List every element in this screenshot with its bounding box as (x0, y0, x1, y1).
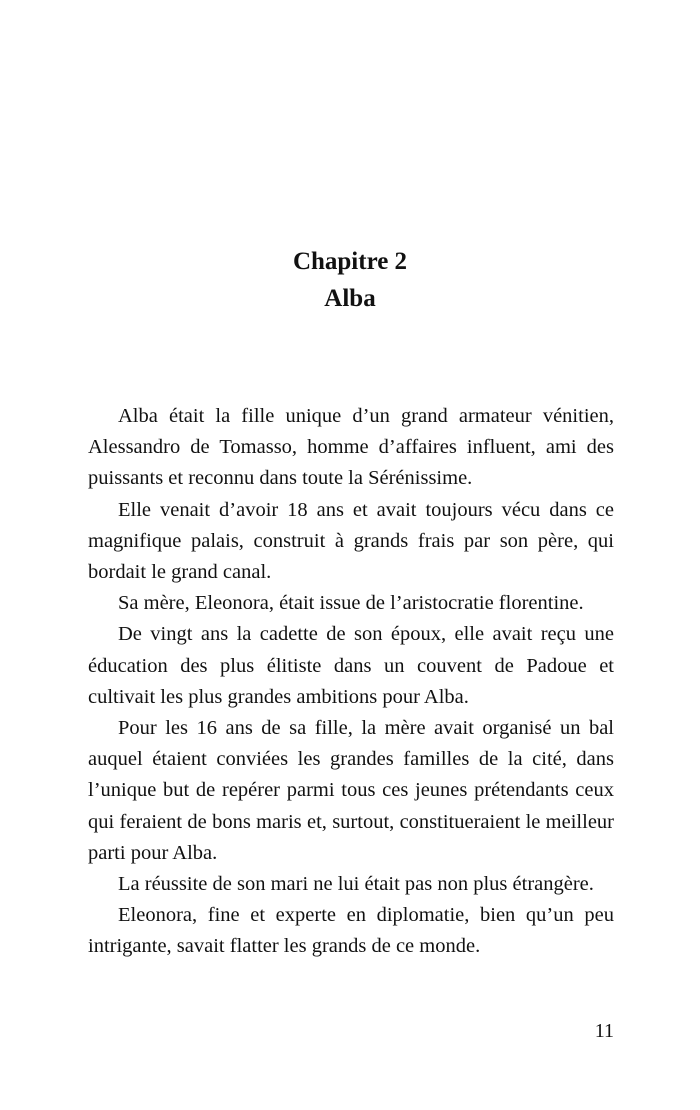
paragraph: Sa mère, Eleonora, était issue de l’aristocratie florentine. (118, 592, 584, 615)
page-number: 11 (594, 1020, 614, 1042)
paragraph: Pour les 16 ans de sa fille, la mère avait organisé un bal auquel étaient conviées les grandes familles de la cité, dans l’unique but de repérer parmi tous ces jeunes prétendants ceux qui feraient de bons maris et, surtout, constitueraient le meilleur parti pour Alba. (88, 717, 614, 864)
paragraph: Elle venait d’avoir 18 ans et avait toujours vécu dans ce magnifique palais, construit à grands frais par son père, qui bordait le grand canal. (88, 498, 614, 584)
chapter-title: Alba (324, 285, 376, 312)
paragraph: Eleonora, fine et experte en diplomatie, bien qu’un peu intrigante, savait flatter les grands de ce monde. (88, 904, 614, 958)
paragraph: De vingt ans la cadette de son époux, elle avait reçu une éducation des plus élitiste dans un couvent de Padoue et cultivait les plus grandes ambitions pour Alba. (88, 623, 614, 708)
chapter-number: Chapitre 2 (292, 248, 408, 275)
chapter-body (88, 401, 614, 963)
paragraph: La réussite de son mari ne lui était pas non plus étrangère. (118, 873, 594, 896)
paragraph: Alba était la fille unique d’un grand armateur vénitien, Alessandro de Tomasso, homme d’affaires influent, ami des puissants et reconnu dans toute la Sérénissime. (88, 405, 614, 490)
